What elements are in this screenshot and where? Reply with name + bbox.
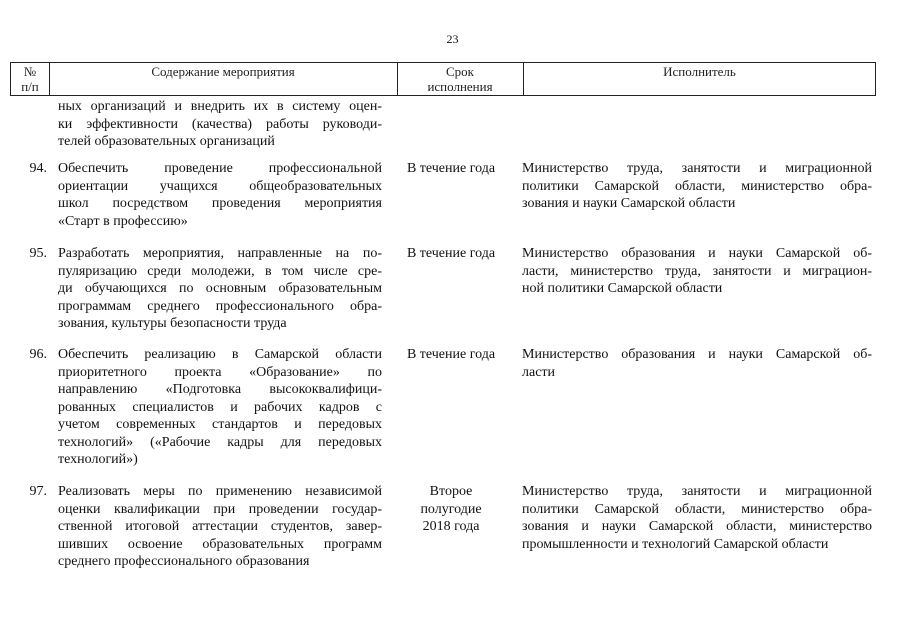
text-line: полугодие bbox=[420, 501, 482, 517]
text-line: Министерство труда, занятости и миграционной bbox=[522, 484, 872, 499]
text-line: Министерство образования и науки Самарской об- bbox=[522, 347, 872, 362]
header-number bbox=[11, 64, 49, 94]
text-line: пуляризацию среди молодежи, в том числе сре- bbox=[58, 263, 382, 279]
text-line: Разработать мероприятия, направленные на по- bbox=[58, 246, 382, 261]
text-line: технологий») bbox=[58, 452, 138, 467]
text-line: шивших освоение образовательных программ bbox=[58, 536, 382, 552]
text-line: Министерство труда, занятости и миграционной bbox=[522, 161, 872, 176]
text-line: телей образовательных организаций bbox=[58, 134, 275, 149]
row-executor bbox=[522, 483, 872, 553]
text-line: ки эффективности (качества) работы руководи- bbox=[58, 116, 382, 132]
text-line: школ посредством проведения мероприятия bbox=[58, 196, 382, 211]
text-line: Второе bbox=[429, 484, 473, 499]
row-description bbox=[58, 245, 382, 333]
text-line: оценки квалификации при проведении государ- bbox=[58, 501, 382, 517]
row-number: 96. bbox=[29, 347, 47, 362]
row-term bbox=[395, 483, 507, 536]
row-executor bbox=[522, 245, 872, 298]
row-executor bbox=[522, 160, 872, 213]
text-line: В течение года bbox=[406, 161, 496, 176]
header-term bbox=[397, 64, 523, 94]
text-line: 2018 года bbox=[422, 519, 480, 534]
row-description bbox=[58, 483, 382, 571]
text-line: зования и науки Самарской области, министерство bbox=[522, 519, 872, 534]
text-line: рованных специалистов и рабочих кадров с bbox=[58, 399, 382, 415]
text-line: Обеспечить проведение профессиональной bbox=[58, 161, 382, 176]
text-line: ди обучающихся по основным образовательным bbox=[58, 281, 382, 296]
header-number-line1: № bbox=[23, 64, 37, 79]
text-line: учетом современных стандартов и передовых bbox=[58, 417, 382, 432]
text-line: ласти bbox=[522, 364, 556, 380]
text-line: Министерство образования и науки Самарской об- bbox=[522, 246, 872, 261]
text-line: ласти, министерство труда, занятости и миграцион- bbox=[522, 263, 872, 279]
row-description bbox=[58, 160, 382, 230]
page-number: 23 bbox=[446, 32, 459, 46]
header-content: Содержание мероприятия bbox=[151, 64, 295, 79]
continuation-text bbox=[58, 98, 382, 151]
row-number: 97. bbox=[29, 484, 47, 499]
text-line: ных организаций и внедрить их в систему оцен- bbox=[58, 99, 382, 114]
text-line: приоритетного проекта «Образование» по bbox=[58, 364, 382, 380]
text-line: «Старт в профессию» bbox=[58, 213, 188, 229]
text-line: зования и науки Самарской области bbox=[522, 196, 736, 211]
text-line: Реализовать меры по применению независимой bbox=[58, 484, 382, 499]
text-line: ориентации учащихся общеобразовательных bbox=[58, 178, 382, 194]
text-line: промышленности и технологий Самарской области bbox=[522, 536, 829, 552]
text-line: программам среднего профессионального обра- bbox=[58, 298, 382, 314]
text-line: ной политики Самарской области bbox=[522, 281, 723, 296]
text-line: среднего профессионального образования bbox=[58, 554, 310, 569]
header-term-line1: Срок bbox=[446, 64, 474, 79]
text-line: политики Самарской области, министерство обра- bbox=[522, 501, 872, 517]
row-term bbox=[395, 245, 507, 263]
row-term bbox=[395, 160, 507, 178]
text-line: зования, культуры безопасности труда bbox=[58, 316, 287, 331]
text-line: В течение года bbox=[406, 347, 496, 362]
text-line: Обеспечить реализацию в Самарской области bbox=[58, 347, 382, 362]
header-number-line2: п/п bbox=[21, 79, 39, 94]
header-executor: Исполнитель bbox=[663, 64, 736, 79]
header-term-line2: исполнения bbox=[427, 79, 493, 94]
row-number: 94. bbox=[29, 161, 47, 176]
text-line: технологий» («Рабочие кадры для передовых bbox=[58, 434, 382, 450]
row-number: 95. bbox=[29, 246, 47, 261]
text-line: направлению «Подготовка высококвалифици- bbox=[58, 382, 382, 397]
text-line: ственной итоговой аттестации студентов, завер- bbox=[58, 519, 382, 534]
row-term bbox=[395, 346, 507, 364]
text-line: В течение года bbox=[406, 246, 496, 261]
table-header bbox=[10, 62, 876, 96]
text-line: политики Самарской области, министерство обра- bbox=[522, 178, 872, 194]
row-description bbox=[58, 346, 382, 469]
row-executor bbox=[522, 346, 872, 381]
